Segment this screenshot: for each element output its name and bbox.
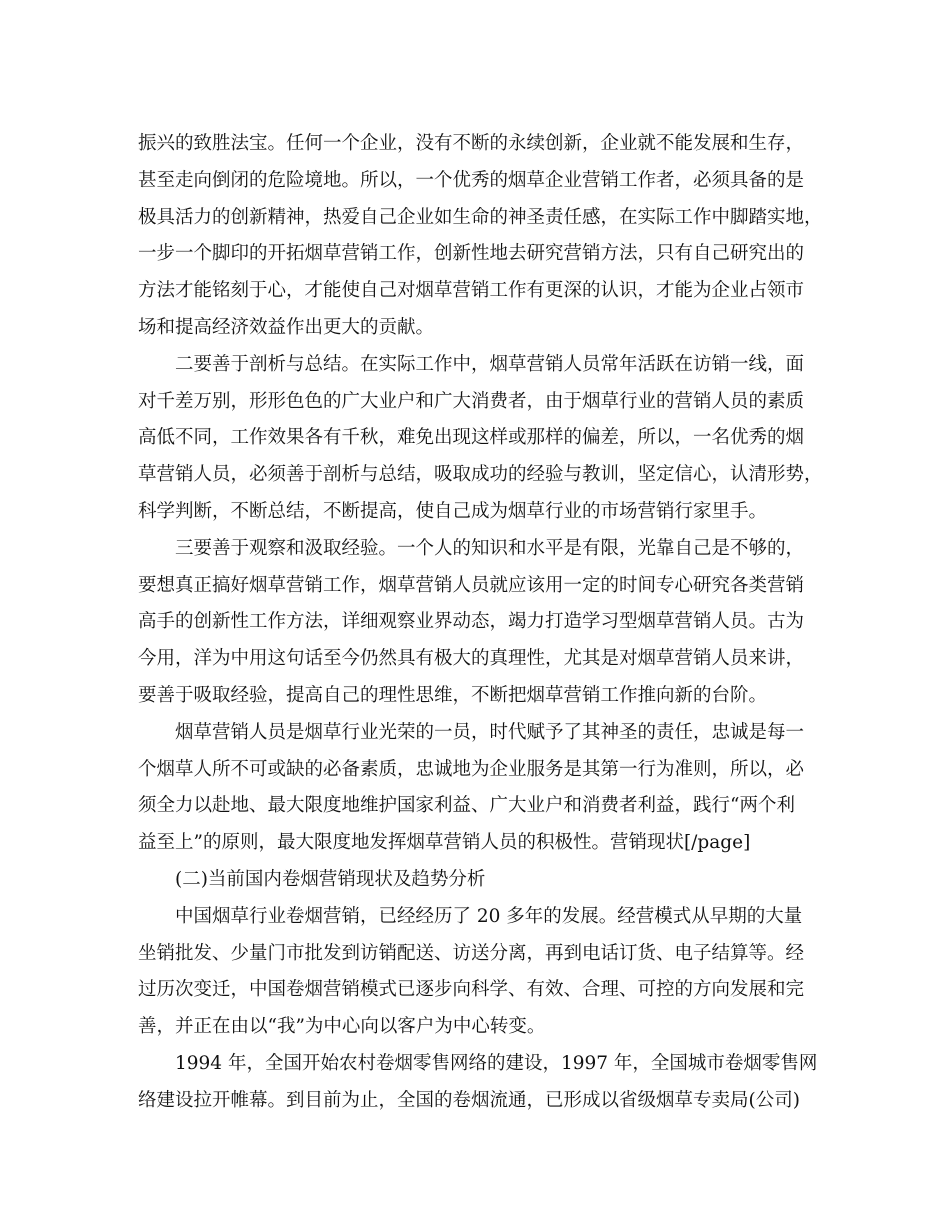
text-line: 三要善于观察和汲取经验。一个人的知识和水平是有限，光靠自己是不够的，: [175, 537, 805, 559]
text-line: 一步一个脚印的开拓烟草营销工作，创新性地去研究营销方法，只有自己研究出的: [138, 243, 805, 265]
text-line: 高低不同，工作效果各有千秋，难免出现这样或那样的偏差，所以，一名优秀的烟: [138, 427, 805, 449]
text-line: 高手的创新性工作方法，详细观察业界动态，竭力打造学习型烟草营销人员。古为: [138, 611, 805, 633]
text-line: 络建设拉开帷幕。到目前为止，全国的卷烟流通，已形成以省级烟草专卖局(公司): [138, 1089, 800, 1111]
text-line: 烟草营销人员是烟草行业光荣的一员，时代赋予了其神圣的责任，忠诚是每一: [175, 721, 805, 743]
text-line: 益至上”的原则，最大限度地发挥烟草营销人员的积极性。营销现状[/page]: [138, 832, 751, 854]
text-line: 须全力以赴地、最大限度地维护国家利益、广大业户和消费者利益，践行“两个利: [138, 795, 795, 817]
text-line: 过历次变迁，中国卷烟营销模式已逐步向科学、有效、合理、可控的方向发展和完: [138, 979, 805, 1001]
text-line: 场和提高经济效益作出更大的贡献。: [138, 316, 435, 338]
text-line: 1994 年，全国开始农村卷烟零售网络的建设，1997 年，全国城市卷烟零售网: [175, 1052, 818, 1074]
text-line: 极具活力的创新精神，热爱自己企业如生命的神圣责任感，在实际工作中脚踏实地，: [138, 206, 823, 228]
text-line: 中国烟草行业卷烟营销，已经经历了 20 多年的发展。经营模式从早期的大量: [175, 905, 803, 927]
text-line: 对千差万别，形形色色的广大业户和广大消费者，由于烟草行业的营销人员的素质: [138, 390, 805, 412]
section-heading: (二)当前国内卷烟营销现状及趋势分析: [175, 868, 486, 890]
text-line: 善，并正在由以“我”为中心向以客户为中心转变。: [138, 1016, 546, 1038]
document-body: [138, 126, 828, 1120]
text-line: 二要善于剖析与总结。在实际工作中，烟草营销人员常年活跃在访销一线，面: [175, 353, 805, 375]
text-line: 甚至走向倒闭的危险境地。所以，一个优秀的烟草企业营销工作者，必须具备的是: [138, 169, 805, 191]
text-line: 方法才能铭刻于心，才能使自己对烟草营销工作有更深的认识，才能为企业占领市: [138, 280, 805, 302]
text-line: 今用，洋为中用这句话至今仍然具有极大的真理性，尤其是对烟草营销人员来讲，: [138, 648, 805, 670]
text-line: 振兴的致胜法宝。任何一个企业，没有不断的永续创新，企业就不能发展和生存，: [138, 133, 805, 154]
text-line: 科学判断，不断总结，不断提高，使自己成为烟草行业的市场营销行家里手。: [138, 500, 768, 522]
text-line: 个烟草人所不可或缺的必备素质，忠诚地为企业服务是其第一行为准则，所以，必: [138, 758, 805, 780]
text-line: 要善于吸取经验，提高自己的理性思维，不断把烟草营销工作推向新的台阶。: [138, 684, 768, 706]
text-line: 坐销批发、少量门市批发到访销配送、访送分离，再到电话订货、电子结算等。经: [138, 942, 805, 964]
text-line: 草营销人员，必须善于剖析与总结，吸取成功的经验与教训，坚定信心，认清形势，: [138, 464, 823, 486]
text-line: 要想真正搞好烟草营销工作，烟草营销人员就应该用一定的时间专心研究各类营销: [138, 574, 805, 596]
